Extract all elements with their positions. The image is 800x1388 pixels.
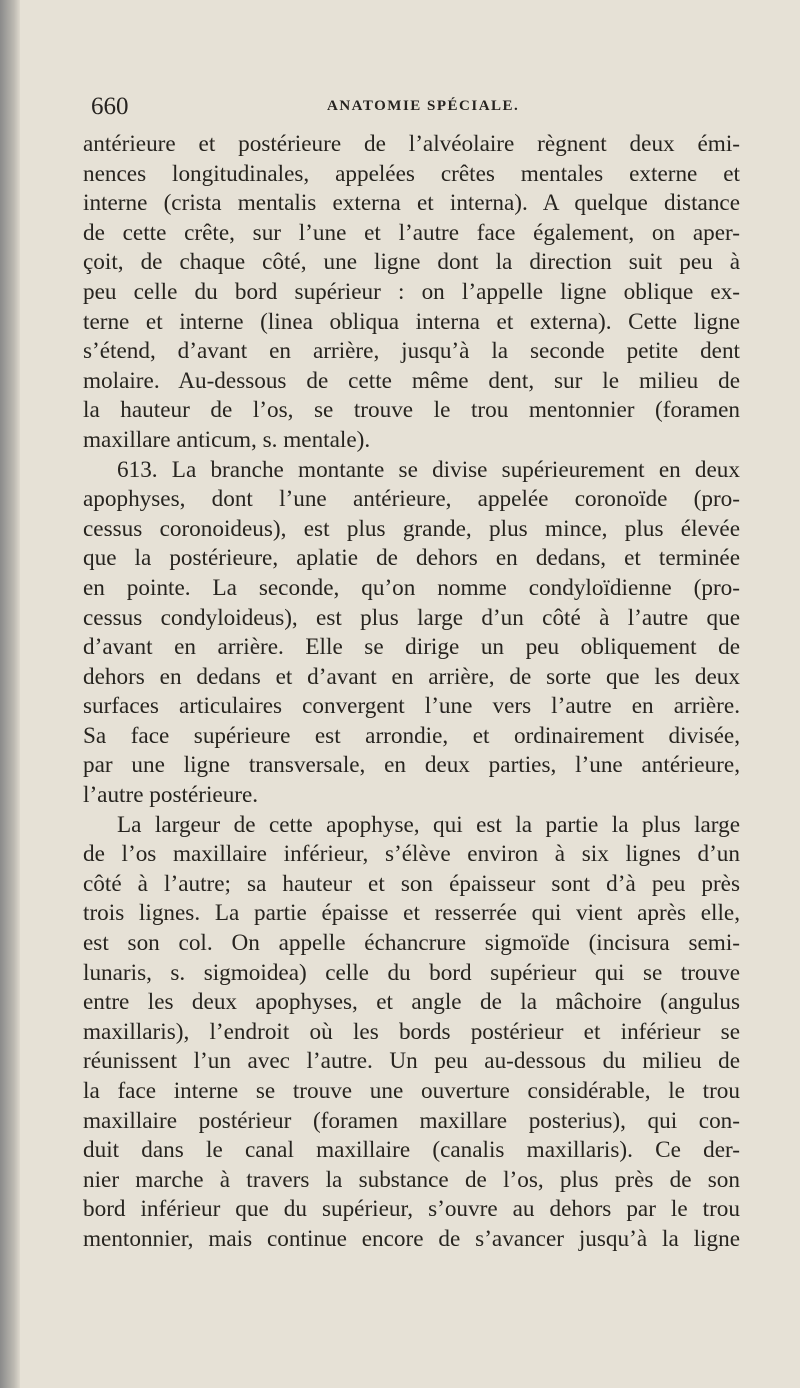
text-line: maxillaris), l’endroit où les bords postérieur et inférieur se xyxy=(83,1018,740,1045)
text-line: lunaris, s. sigmoidea) celle du bord supérieur qui se trouve xyxy=(83,959,740,986)
text-line: mentonnier, mais continue encore de s’avancer jusqu’à la ligne xyxy=(83,1225,740,1252)
text-line: apophyses, dont l’une antérieure, appelée coronoïde (pro- xyxy=(83,486,740,513)
text-line: maxillare anticum, s. mentale). xyxy=(83,426,371,453)
page-number: 660 xyxy=(91,93,129,120)
text-line: terne et interne (linea obliqua interna et externa). Cette ligne xyxy=(83,308,740,335)
text-line: dehors en dedans et d’avant en arrière, de sorte que les deux xyxy=(83,663,740,690)
text-line: réunissent l’un avec l’autre. Un peu au-dessous du milieu de xyxy=(83,1048,740,1075)
text-line: est son col. On appelle échancrure sigmoïde (incisura semi- xyxy=(83,930,740,957)
page-header xyxy=(91,93,741,123)
text-line: surfaces articulaires convergent l’une vers l’autre en arrière. xyxy=(83,693,740,720)
text-line: 613. La branche montante se divise supérieurement en deux xyxy=(117,456,740,483)
text-line: la hauteur de l’os, se trouve le trou mentonnier (foramen xyxy=(83,397,740,424)
text-line: cessus coronoideus), est plus grande, plus mince, plus élevée xyxy=(83,515,740,542)
running-title: ANATOMIE SPÉCIALE. xyxy=(327,98,520,114)
body-text xyxy=(83,130,740,1255)
text-line: entre les deux apophyses, et angle de la mâchoire (angulus xyxy=(83,989,740,1016)
text-line: s’étend, d’avant en arrière, jusqu’à la seconde petite dent xyxy=(83,338,740,365)
text-line: trois lignes. La partie épaisse et resserrée qui vient après elle, xyxy=(83,900,740,927)
text-line: la face interne se trouve une ouverture considérable, le trou xyxy=(83,1078,740,1104)
text-line: Sa face supérieure est arrondie, et ordinairement divisée, xyxy=(83,722,740,749)
text-line: par une ligne transversale, en deux parties, l’une antérieure, xyxy=(83,752,740,779)
text-line: de cette crête, sur l’une et l’autre face également, on aper- xyxy=(83,219,740,246)
text-line: peu celle du bord supérieur : on l’appelle ligne oblique ex- xyxy=(83,278,740,305)
text-line: l’autre postérieure. xyxy=(83,782,259,809)
text-line: d’avant en arrière. Elle se dirige un peu obliquement de xyxy=(83,634,740,661)
text-line: de l’os maxillaire inférieur, s’élève environ à six lignes d’un xyxy=(83,841,740,868)
text-line: La largeur de cette apophyse, qui est la partie la plus large xyxy=(117,811,740,838)
text-line: nences longitudinales, appelées crêtes mentales externe et xyxy=(83,160,740,187)
text-line: maxillaire postérieur (foramen maxillare posterius), qui con- xyxy=(83,1107,740,1134)
text-line: duit dans le canal maxillaire (canalis maxillaris). Ce der- xyxy=(83,1137,740,1164)
text-line: que la postérieure, aplatie de dehors en dedans, et terminée xyxy=(83,545,740,572)
text-line: molaire. Au-dessous de cette même dent, sur le milieu de xyxy=(83,367,740,394)
text-line: côté à l’autre; sa hauteur et son épaisseur sont d’à peu près xyxy=(83,870,740,897)
text-line: interne (crista mentalis externa et interna). A quelque distance xyxy=(83,190,740,217)
text-line: nier marche à travers la substance de l’os, plus près de son xyxy=(83,1166,740,1193)
page-gutter-shadow xyxy=(0,0,20,1388)
text-line: antérieure et postérieure de l’alvéolaire règnent deux émi- xyxy=(83,131,740,157)
text-line: en pointe. La seconde, qu’on nomme condyloïdienne (pro- xyxy=(83,574,740,601)
text-line: bord inférieur que du supérieur, s’ouvre au dehors par le trou xyxy=(83,1196,740,1223)
text-line: cessus condyloideus), est plus large d’un côté à l’autre que xyxy=(83,604,740,631)
text-line: çoit, de chaque côté, une ligne dont la direction suit peu à xyxy=(83,249,740,276)
